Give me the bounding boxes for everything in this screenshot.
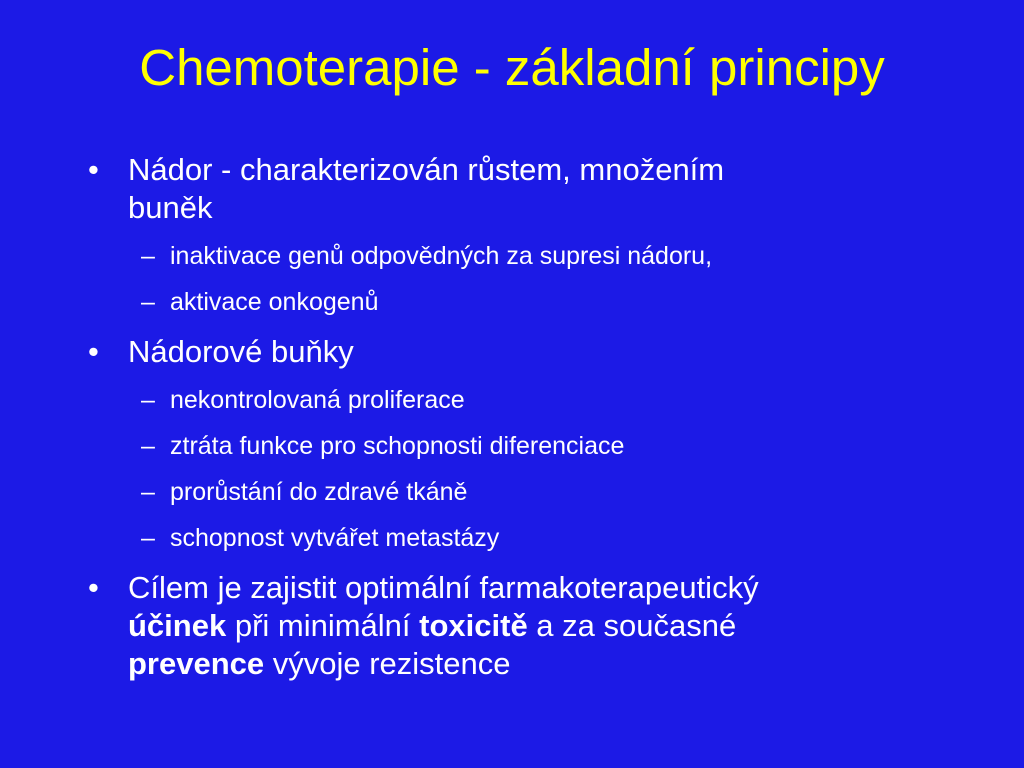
- dash-symbol: –: [141, 386, 155, 414]
- bullet-symbol: •: [88, 152, 99, 187]
- bullet-1: [88, 151, 988, 227]
- dash-symbol: –: [141, 288, 155, 316]
- sub-bullet-text: inaktivace genů odpovědných za supresi nádoru,: [170, 242, 713, 270]
- sub-bullet-2-2: [88, 431, 988, 461]
- sub-bullet-text: ztráta funkce pro schopnosti diferenciace: [170, 432, 625, 460]
- sub-bullet-2-1: [88, 385, 988, 415]
- bold-word-prevence: prevence: [128, 646, 265, 681]
- slide-content: [88, 151, 988, 697]
- dash-symbol: –: [141, 478, 155, 506]
- bullet-3-line-1: Cílem je zajistit optimální farmakoterapeutický: [128, 570, 759, 605]
- sub-bullet-2-3: [88, 477, 988, 507]
- bold-word-ucinek: účinek: [128, 608, 227, 643]
- bullet-symbol: •: [88, 334, 99, 369]
- slide-title: Chemoterapie - základní principy: [139, 39, 885, 96]
- bullet-2-line-1: Nádorové buňky: [128, 334, 354, 369]
- dash-symbol: –: [141, 524, 155, 552]
- sub-bullet-text: nekontrolovaná proliferace: [170, 386, 465, 414]
- dash-symbol: –: [141, 432, 155, 460]
- sub-bullet-1-2: [88, 287, 988, 317]
- bullet-1-line-1: Nádor - charakterizován růstem, množením: [128, 152, 725, 187]
- bullet-2: [88, 333, 988, 371]
- sub-bullet-text: prorůstání do zdravé tkáně: [170, 478, 468, 506]
- sub-bullet-text: aktivace onkogenů: [170, 288, 379, 316]
- bullet-3-text: vývoje rezistence: [264, 646, 511, 681]
- dash-symbol: –: [141, 242, 155, 270]
- bold-word-toxicite: toxicitě: [419, 608, 528, 643]
- bullet-symbol: •: [88, 570, 99, 605]
- sub-bullet-text: schopnost vytvářet metastázy: [170, 524, 500, 552]
- bullet-1-line-2: buněk: [128, 190, 213, 225]
- sub-bullet-2-4: [88, 523, 988, 553]
- bullet-3-text: při minimální: [226, 608, 420, 643]
- sub-bullet-1-1: [88, 241, 988, 271]
- bullet-3: [88, 569, 988, 683]
- bullet-3-text: a za současné: [527, 608, 737, 643]
